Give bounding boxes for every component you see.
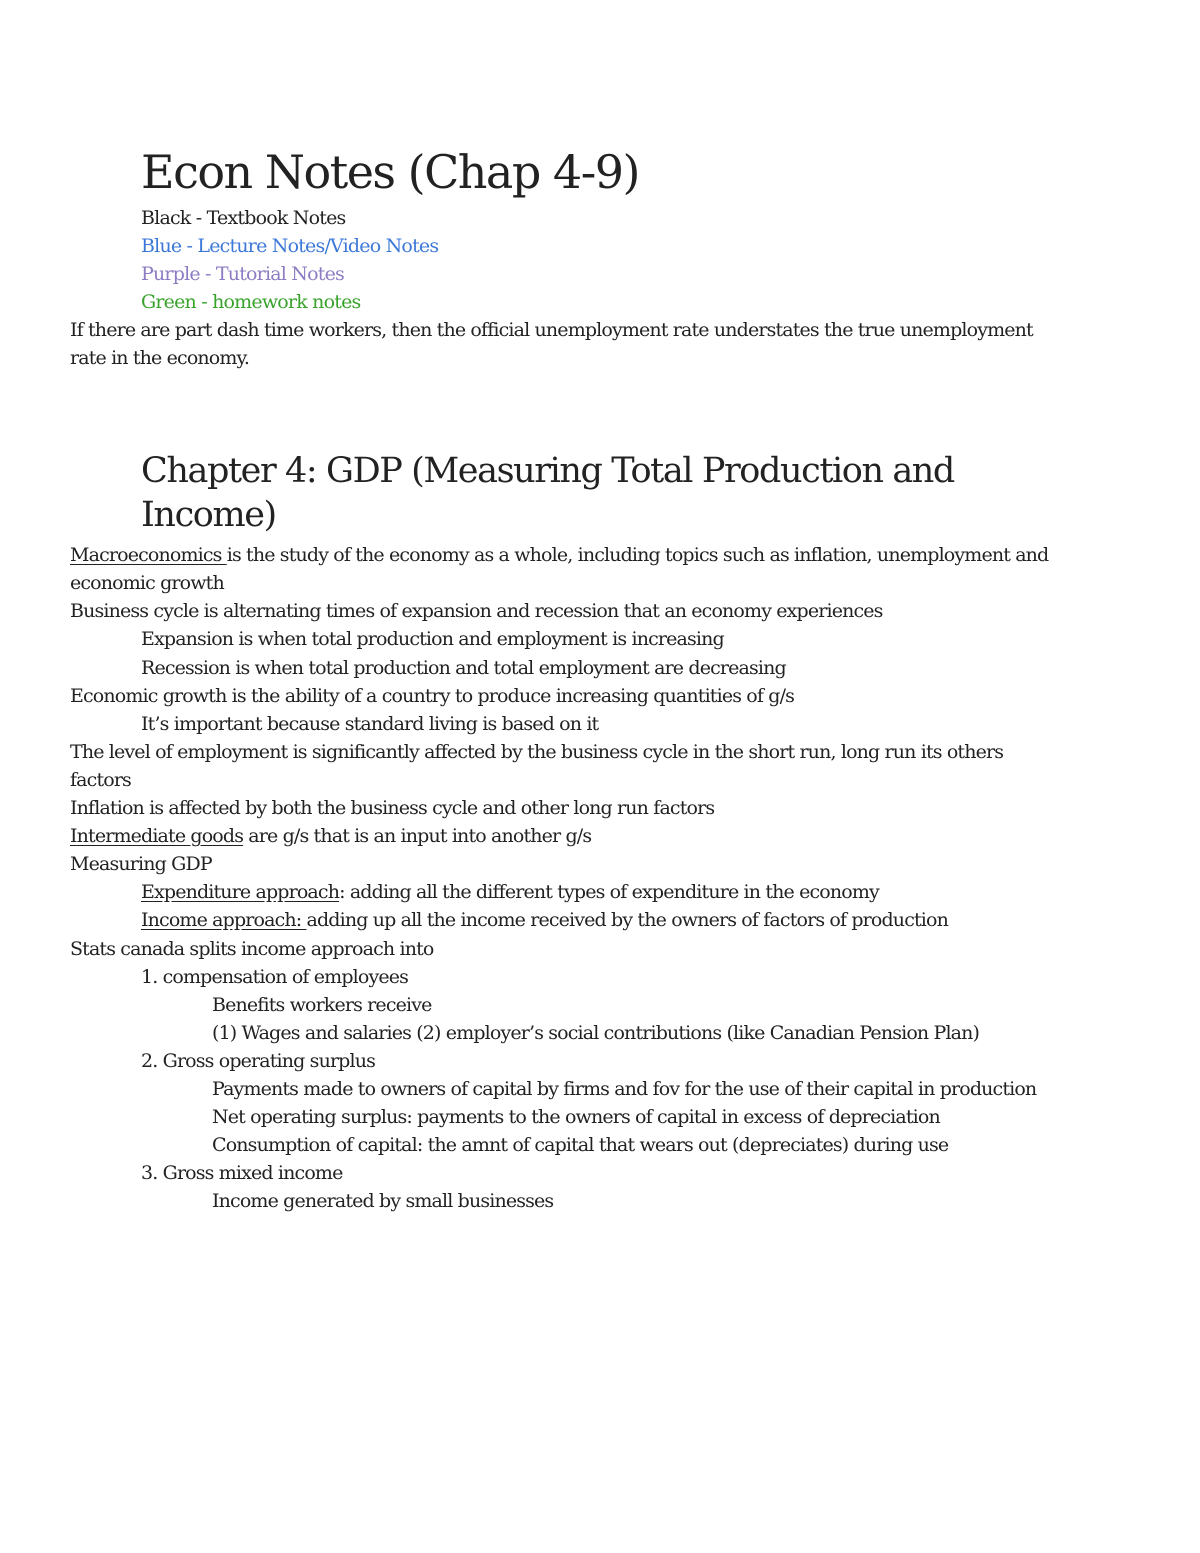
item-text: Income generated by small businesses — [212, 1190, 554, 1213]
list-item — [0, 625, 1061, 653]
item-text: are g/s that is an input into another g/s — [243, 825, 592, 848]
item-text: 2. Gross operating surplus — [141, 1049, 376, 1072]
list-item — [0, 1019, 1061, 1047]
item-text: Expansion is when total production and employment is increasing — [141, 628, 724, 651]
item-text: 3. Gross mixed income — [141, 1162, 343, 1185]
item-text: Payments made to owners of capital by firms and fov for the use of their capital in production — [212, 1077, 1037, 1100]
item-text: The level of employment is significantly affected by the business cycle in the short run, long run its others factors — [70, 740, 1004, 791]
list-item — [0, 822, 1061, 850]
list-item — [0, 794, 1061, 822]
list-item — [0, 906, 1061, 934]
item-text: 1. compensation of employees — [141, 965, 409, 988]
list-item — [0, 1103, 1061, 1131]
list-item — [0, 1075, 1061, 1103]
list-item — [0, 597, 1061, 625]
intro-note — [0, 316, 1061, 372]
item-text: Recession is when total production and total employment are decreasing — [141, 656, 786, 679]
chapter-heading: Chapter 4: GDP (Measuring Total Production and Income) — [141, 451, 954, 536]
list-item — [0, 963, 1061, 991]
item-text: Stats canada splits income approach into — [70, 937, 434, 960]
legend-purple: Purple - Tutorial Notes — [141, 263, 344, 285]
term-expenditure-approach: Expenditure approach — [141, 881, 340, 904]
color-legend — [141, 204, 1061, 316]
list-item — [0, 682, 1061, 710]
list-item — [0, 878, 1061, 906]
legend-blue: Blue - Lecture Notes/Video Notes — [141, 235, 439, 257]
list-item — [0, 1047, 1061, 1075]
list-item — [0, 738, 1061, 794]
list-item — [0, 1131, 1061, 1159]
item-text: Economic growth is the ability of a country to produce increasing quantities of g/s — [70, 684, 795, 707]
document-title: Econ Notes (Chap 4-9) — [141, 145, 639, 199]
intro-list — [0, 316, 1061, 372]
intro-note-text: If there are part dash time workers, then the official unemployment rate understates the true unemployment rate in the economy. — [70, 319, 1033, 370]
item-text: Consumption of capital: the amnt of capital that wears out (depreciates) during use — [212, 1134, 949, 1157]
legend-black: Black - Textbook Notes — [141, 207, 346, 229]
list-item — [0, 935, 1061, 963]
item-text: (1) Wages and salaries (2) employer’s social contributions (like Canadian Pension Plan) — [212, 1021, 980, 1044]
item-text: Net operating surplus: payments to the owners of capital in excess of depreciation — [212, 1106, 940, 1129]
term-income-approach: Income approach: — [141, 909, 307, 932]
legend-green: Green - homework notes — [141, 291, 361, 313]
list-item — [0, 1159, 1061, 1187]
list-item — [0, 991, 1061, 1019]
item-text: Benefits workers receive — [212, 993, 432, 1016]
list-item — [0, 710, 1061, 738]
item-text: adding up all the income received by the owners of factors of production — [306, 909, 948, 932]
item-text: It’s important because standard living is based on it — [141, 712, 599, 735]
chapter-notes — [0, 541, 1061, 1215]
term-macroeconomics: Macroeconomics — [70, 544, 227, 567]
item-text: Inflation is affected by both the business cycle and other long run factors — [70, 797, 715, 820]
item-text: Measuring GDP — [70, 853, 212, 876]
list-item — [0, 850, 1061, 878]
document-content — [70, 140, 1061, 1215]
list-item — [0, 541, 1061, 597]
item-text: Business cycle is alternating times of expansion and recession that an economy experiences — [70, 600, 883, 623]
item-text: : adding all the different types of expenditure in the economy — [339, 881, 879, 904]
list-item — [0, 1187, 1061, 1215]
item-text: is the study of the economy as a whole, including topics such as inflation, unemployment and economic growth — [70, 544, 1049, 595]
term-intermediate-goods: Intermediate goods — [70, 825, 244, 848]
list-item — [0, 654, 1061, 682]
